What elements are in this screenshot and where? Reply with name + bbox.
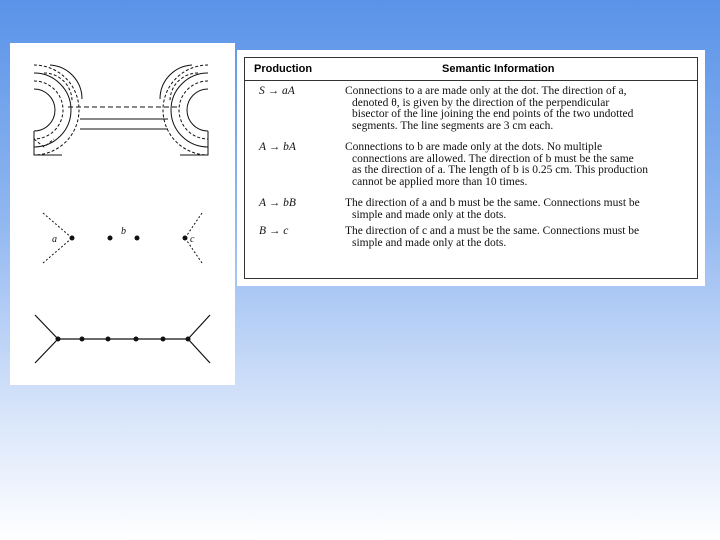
semantic-line: Connections to a are made only at the dot. The direction of a, [345, 85, 627, 97]
semantic-line: connections are allowed. The direction of b must be the same [352, 152, 634, 165]
semantic-cell [345, 86, 697, 132]
semantic-line: cannot be applied more than 10 times. [352, 175, 528, 188]
semantic-line: Connections to b are made only at the dots. No multiple [345, 141, 603, 153]
header-production: Production [254, 63, 313, 75]
primitive-diagrams [10, 43, 235, 385]
semantic-line: bisector of the line joining the end points of the two undotted [352, 108, 634, 120]
semantic-line: simple and made only at the dots. [352, 208, 507, 221]
production-cell: A → bB [259, 197, 296, 209]
semantic-line: denoted θ, is given by the direction of the perpendicular [352, 96, 610, 109]
semantic-cell [345, 142, 697, 188]
ridge-diagram [34, 65, 208, 155]
label-b: b [121, 226, 126, 237]
table-header [245, 58, 697, 81]
semantic-line: The direction of c and a must be the same. Connections must be [345, 225, 640, 237]
semantic-line: simple and made only at the dots. [352, 236, 507, 249]
semantic-cell [345, 198, 697, 221]
semantic-line: as the direction of a. The length of b is 0.25 cm. This production [352, 164, 648, 176]
semantic-cell [345, 226, 697, 249]
production-table [244, 57, 698, 279]
assembled-chain [35, 315, 210, 363]
figure-panel [10, 43, 235, 385]
label-a: a [52, 234, 57, 245]
header-semantic: Semantic Information [442, 63, 555, 75]
production-cell: S → aA [259, 85, 295, 97]
semantic-line: segments. The line segments are 3 cm each. [352, 119, 554, 132]
semantic-line: The direction of a and b must be the same. Connections must be [345, 197, 640, 209]
primitive-dots [70, 236, 188, 241]
label-c: c [190, 234, 195, 245]
production-cell: A → bA [259, 141, 296, 153]
primitives [43, 213, 202, 263]
table-panel [237, 50, 705, 286]
production-cell: B → c [259, 225, 289, 237]
